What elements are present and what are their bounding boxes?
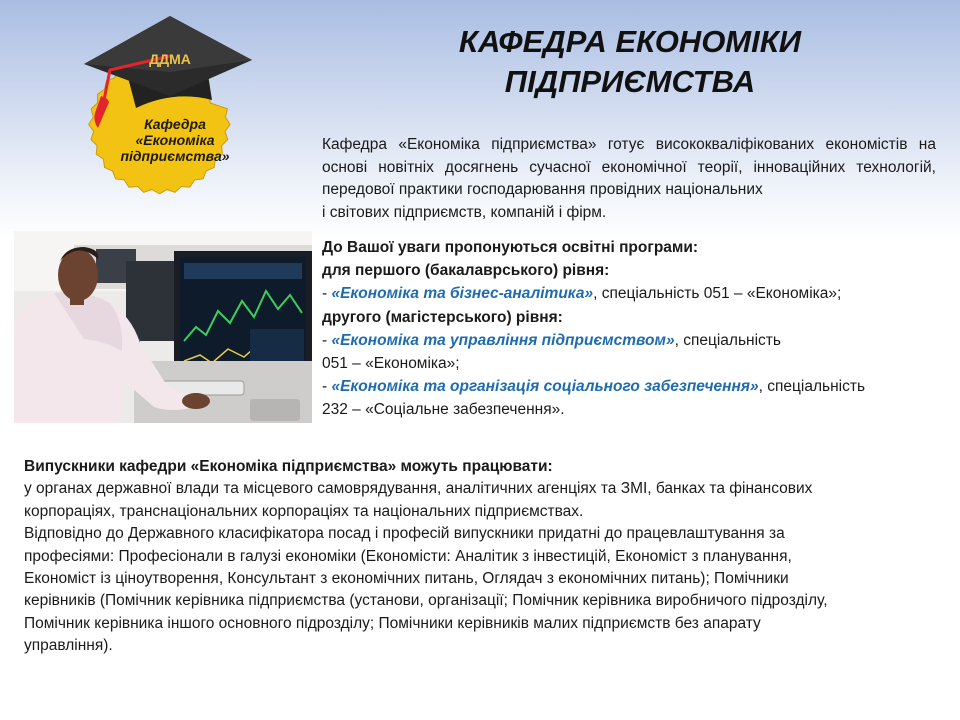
program-item-1-specialty: , спеціальність 051 – «Економіка»; (593, 285, 842, 303)
logo-caption-line-1: Кафедра (144, 116, 206, 132)
programs-level-bachelor: для першого (бакалаврського) рівня: (322, 262, 610, 280)
department-logo (74, 12, 254, 212)
graduates-heading: Випускники кафедри «Економіка підприємства» можуть працювати: (24, 458, 553, 475)
analyst-photo (14, 231, 312, 423)
program-item-2-continuation: 051 – «Економіка»; (322, 355, 460, 373)
programs-level-master: другого (магістерського) рівня: (322, 308, 563, 326)
graduates-section (24, 456, 944, 658)
graduates-line: корпораціях, транснаціональних корпораціях та національних підприємствах. (24, 502, 584, 520)
program-item-1-dash: - (322, 285, 332, 303)
program-item-3-specialty: , спеціальність (758, 378, 866, 396)
page-title (380, 22, 880, 102)
title-line-2: ПІДПРИЄМСТВА (504, 64, 756, 99)
graduates-line: Економіст із ціноутворення, Консультант з економічних питань, Оглядач з економічних питань); Помічники (24, 570, 789, 588)
graduates-line: керівників (Помічник керівника підприємства (установи, організації; Помічник керівника виробничого підрозділу, (24, 592, 828, 610)
program-item-3-dash: - (322, 378, 332, 396)
program-item-2 (322, 329, 942, 352)
program-item-2-specialty: , спеціальність (674, 331, 781, 349)
title-line-1: КАФЕДРА ЕКОНОМІКИ (458, 24, 802, 59)
program-item-3-continuation: 232 – «Соціальне забезпечення». (322, 401, 565, 419)
program-item-2-name: «Економіка та управління підприємством» (331, 331, 675, 349)
programs-heading: До Вашої уваги пропонуються освітні програми: (322, 239, 699, 256)
graduates-line: Відповідно до Державного класифікатора посад і професій випускники придатні до працевлаштування за (24, 525, 785, 543)
logo-emblem-text: ДДМА (149, 51, 191, 67)
graduates-line: у органах державної влади та місцевого самоврядування, аналітичних агенціях та ЗМІ, банках та фінансових (24, 480, 813, 498)
program-item-2-dash: - (322, 331, 332, 349)
graduates-line: професіями: Професіонали в галузі економіки (Економісти: Аналітик з інвестицій, Економіст з планування, (24, 547, 792, 565)
program-item-3-name: «Економіка та організація соціального забезпечення» (331, 378, 759, 396)
program-item-1 (322, 282, 942, 305)
graduates-line: Помічник керівника іншого основного підрозділу; Помічники керівників малих підприємств без апарату (24, 614, 761, 632)
program-item-3 (322, 375, 942, 398)
program-item-1-name: «Економіка та бізнес-аналітика» (331, 285, 594, 303)
logo-caption-line-3: підприємства» (120, 148, 230, 164)
graduates-line: управління). (24, 637, 113, 655)
intro-text-tail: і світових підприємств, компаній і фірм. (322, 203, 607, 221)
logo-caption-line-2: «Економіка (135, 132, 215, 148)
logo-caption (112, 116, 238, 164)
intro-text: Кафедра «Економіка підприємства» готує висококваліфікованих економістів на основі новітніх досягнень сучасної економічної теорії, інноваційних технологій, передової практики господарювання провідних національних (322, 136, 936, 198)
programs-section (322, 236, 942, 422)
intro-paragraph (322, 134, 936, 224)
